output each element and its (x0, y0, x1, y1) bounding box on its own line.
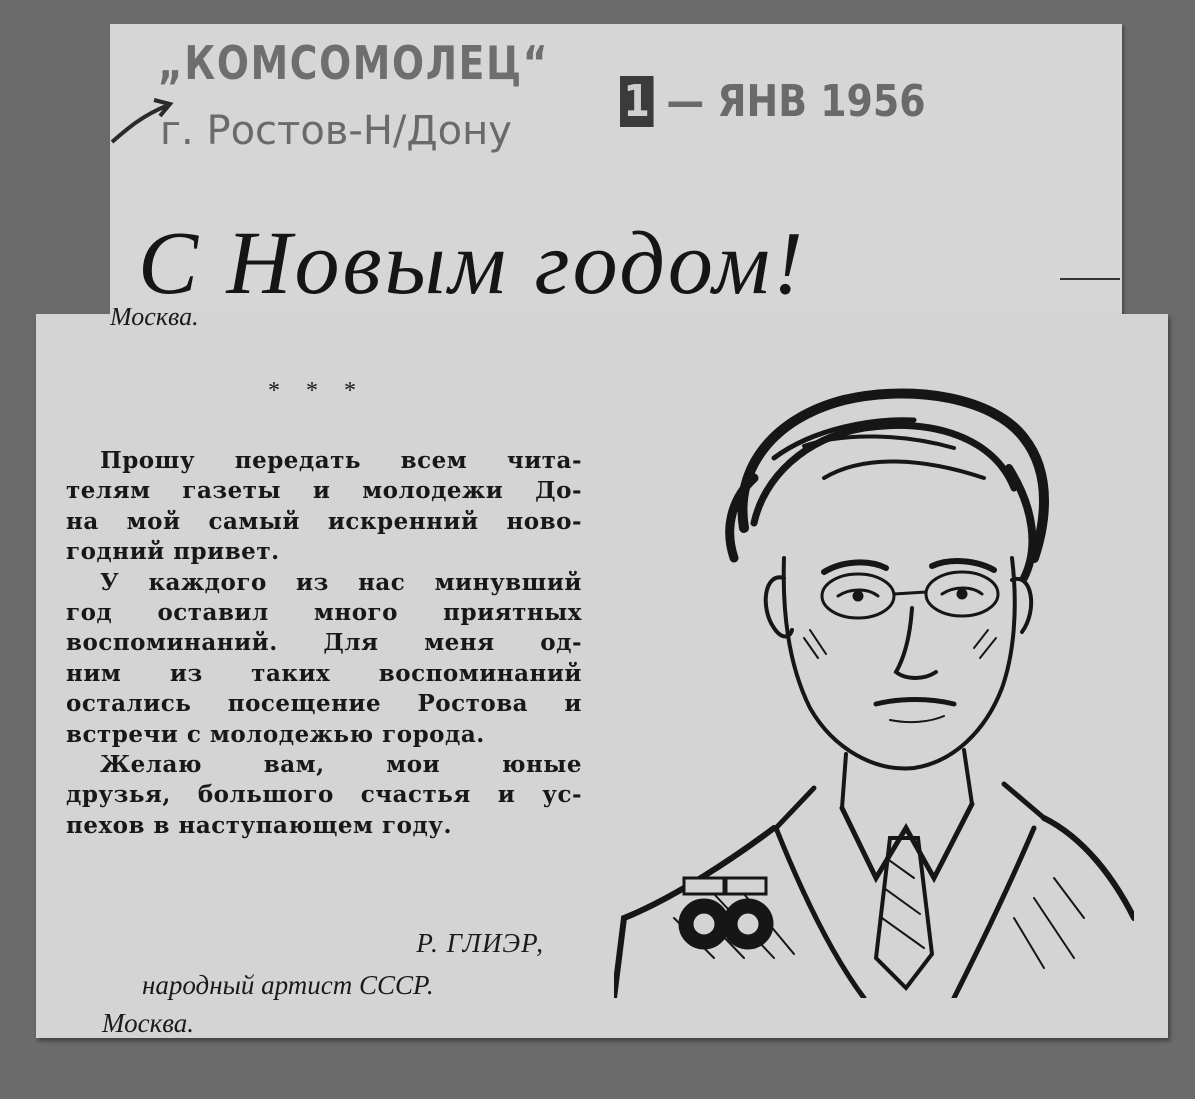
date-stamp-day: 1 (620, 76, 653, 127)
date-stamp (620, 76, 926, 127)
text-line: пехов в наступающем году. (66, 811, 453, 839)
newspaper-city-stamp: г. Ростов-Н/Дону (160, 108, 512, 154)
portrait-illustration (614, 358, 1134, 998)
text-line: встречи с молодежью города. (66, 720, 485, 748)
text-line: телям газеты и молодежи До- (66, 477, 582, 505)
author-signature: Р. ГЛИЭР, (416, 928, 544, 958)
text-line: годний привет. (66, 538, 280, 566)
cut-off-line: Москва. (110, 308, 199, 331)
text-line: год оставил много приятных (66, 598, 582, 626)
text-line: Желаю вам, мои юные (100, 750, 582, 778)
text-line: на мой самый искренний ново- (66, 507, 582, 535)
masthead-clipping (110, 24, 1122, 324)
date-stamp-rest: — ЯНВ 1956 (653, 76, 926, 127)
text-line: воспоминаний. Для меня од- (66, 629, 582, 657)
text-line: Прошу передать всем чита- (100, 447, 582, 474)
author-title: народный артист СССР. (142, 970, 434, 1000)
author-city: Москва. (102, 1008, 195, 1038)
letter-body (66, 446, 582, 841)
headline-rule (1060, 278, 1120, 280)
text-line: У каждого из нас минувший (100, 568, 582, 596)
article-clipping (36, 308, 1168, 1038)
asterism-separator: * * * (268, 378, 366, 404)
headline: С Новым годом! (138, 214, 806, 313)
medals (680, 878, 772, 948)
text-line: остались посещение Ростова и (66, 690, 582, 718)
newspaper-name-stamp: „КОМСОМОЛЕЦ“ (158, 36, 550, 90)
text-line: друзья, большого счастья и ус- (66, 781, 582, 809)
text-line: ним из таких воспоминаний (66, 659, 582, 687)
